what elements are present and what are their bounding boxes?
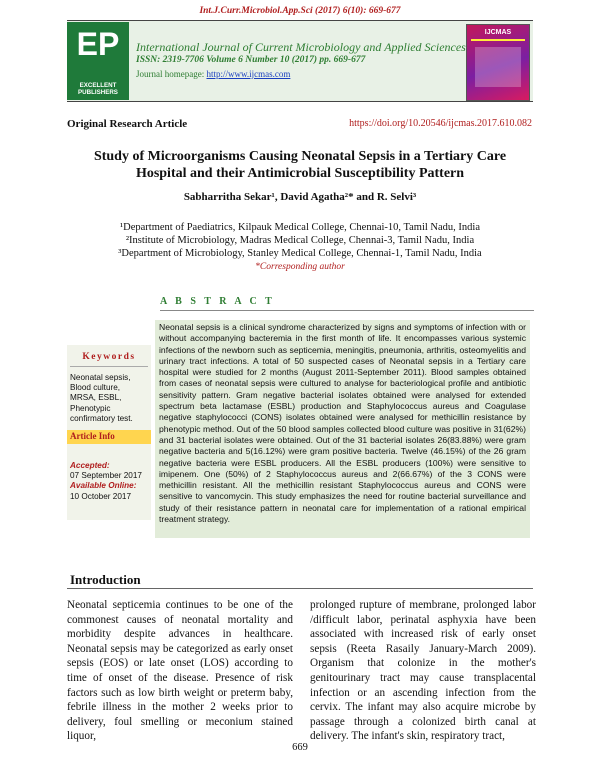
keyword-item: Blood culture, (70, 383, 121, 393)
page-number: 669 (292, 742, 308, 753)
homepage-link[interactable]: http://www.ijcmas.com (206, 69, 291, 79)
title-line-1: Study of Microorganisms Causing Neonatal Sepsis in a Tertiary Care (93, 149, 507, 164)
author-list: Sabharritha Sekar¹, David Agatha²* and R. Selvi³ (183, 191, 417, 203)
introduction-divider (67, 588, 533, 589)
publisher-logo (67, 22, 129, 100)
title-line-2: Hospital and their Antimicrobial Susceptibility Pattern (135, 166, 465, 181)
keyword-item: Phenotypic (70, 403, 111, 413)
article-type: Original Research Article (67, 118, 188, 130)
journal-cover-image (466, 24, 530, 101)
abstract-divider (160, 310, 534, 311)
abstract-text: Neonatal sepsis is a clinical syndrome characterized by signs and symptoms of infection with or without accompanying bacteremia in the first month of life. It encompasses various systemic infections of the newborn such as septicemia, meningitis, pneumonia, arthritis, osteomyelitis and urinary tract infections. A total of 50 suspected cases of Neonatal sepsis in a Tertiary care hospital were studied for 2 months (August 2011-September 2011). Blood samples obtained from cases of neonatal sepsis were cultured to analyse for bacteriological profile and antibiotic sensitivity pattern. Gram negative bacterial isolates obtained were analysed for extended spectrum beta lactamase (ESBL) production and Staphylococcus aureus and Coagulase negative staphylococci (CONS) isolates obtained were analysed for methicillin resistance by phenotypic method. Out of the 50 blood samples collected blood culture was positive in 31(62%) and 31 bacterial isolates were obtained. Out of the 31 bacterial isolates 26(83.88%) were gram negative bacteria and 5(16.12%) were gram positive bacteria. Twelve (46.15%) of the 26 gram negative bacteria were ESBL producers. All the ESBL producers (100%) were sensitive to imipenem. One (50%) of 2 Staphylococcus aureus and 2(66.67%) of the 3 CONS were methicillin resistant. All the methicillin resistant Staphylococcus aureus and CONS were sensitive to vancomycin. This study emphasizes the need for routine bacterial surveillance and study of their resistance pattern in neonatal care for implementation of a rational empirical treatment strategy. (159, 322, 526, 525)
keywords-heading: Keywords (82, 352, 136, 362)
affiliation-1: ¹Department of Paediatrics, Kilpauk Medical College, Chennai-10, Tamil Nadu, India (120, 222, 480, 233)
abstract-heading: A B S T R A C T (160, 296, 275, 307)
affiliation-2: ²Institute of Microbiology, Madras Medical College, Chennai-3, Tamil Nadu, India (125, 235, 475, 246)
article-title (67, 148, 533, 182)
affiliation-3: ³Department of Microbiology, Stanley Medical College, Chennai-1, Tamil Nadu, India (118, 248, 482, 259)
keywords-divider (70, 366, 148, 367)
issn-line: ISSN: 2319-7706 Volume 6 Number 10 (2017) pp. 669-677 (136, 55, 366, 65)
online-label: Available Online: (70, 481, 137, 491)
keyword-item: MRSA, ESBL, (70, 393, 122, 403)
keyword-item: Neonatal sepsis, (70, 373, 131, 382)
cover-title: IJCMAS (484, 29, 512, 36)
introduction-right-column: prolonged rupture of membrane, prolonged labor /difficult labor, perinatal asphyxia have been associated with increased risk of early onset sepsis (Reeta Rasaily January-March 2009). Organism that colonize in the mother's genitourinary tract may cause transplacental infection or an ascending infection from the cervix. The infant may also acquire microbe by passage through a colonized birth canal at delivery. The infant's skin, respiratory tract, (310, 599, 536, 743)
article-dates (70, 461, 152, 502)
logo-caption: EXCELLENT PUBLISHERS (78, 82, 118, 96)
online-date: 10 October 2017 (70, 491, 131, 501)
homepage-label: Journal homepage: (136, 69, 207, 79)
article-info-heading: Article Info (70, 431, 115, 441)
logo-letters: EP (76, 26, 120, 62)
journal-homepage (136, 69, 466, 79)
corresponding-author-note: *Corresponding author (255, 262, 345, 272)
accepted-date: 07 September 2017 (70, 471, 142, 481)
doi-link[interactable]: https://doi.org/10.20546/ijcmas.2017.610.082 (349, 118, 532, 129)
accepted-label: Accepted: (70, 461, 110, 470)
introduction-left-column: Neonatal septicemia continues to be one of the commonest causes of neonatal mortality and morbidity despite advances in healthcare. Neonatal sepsis may be categorized as early onset sepsis (EOS) or late onset (LOS) according to time of onset of the disease. Presence of risk factors such as low birth weight or preterm baby, febrile illness in the mother 2 weeks prior to delivery, foul smelling or meconium stained liquor, (67, 599, 293, 743)
introduction-heading: Introduction (70, 572, 141, 587)
keyword-item: confirmatory test. (70, 413, 133, 423)
running-head: Int.J.Curr.Microbiol.App.Sci (2017) 6(10): 669-677 (199, 6, 401, 16)
journal-name: International Journal of Current Microbiology and Applied Sciences (136, 40, 466, 54)
keywords-list (70, 373, 152, 424)
